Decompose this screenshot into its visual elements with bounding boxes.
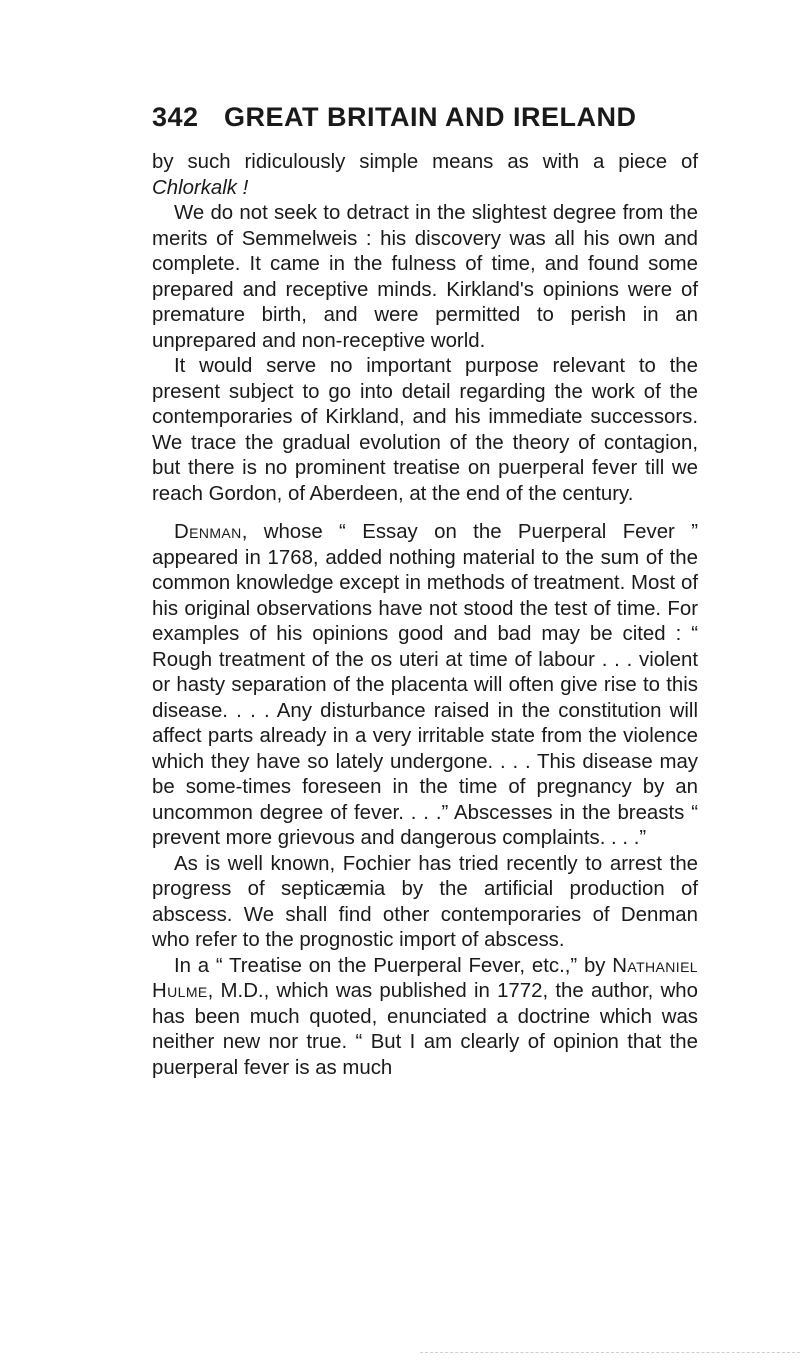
scan-edge-line — [420, 1352, 800, 1353]
paragraph-text: , M.D., which was published in 1772, the author, who has been much quoted, enunciated a doctrine which was neither new nor true. “ But I am clearly of opinion that the puerperal fever is as much — [152, 980, 698, 1079]
author-name: Denman — [174, 521, 242, 543]
paragraph — [152, 520, 698, 852]
paragraph-text: , whose “ Essay on the Puerperal Fever ” appeared in 1768, added nothing material to the sum of the common knowledge except in methods of treatment. Most of his original observations have not stood the test of time. For examples of his opinions good and bad may be cited : “ Rough treatment of the os uteri at time of labour . . . violent or hasty separation of the placenta will often give rise to this disease. . . . Any disturbance raised in the constitution will affect parts already in a very irritable state from the violence which they have so lately undergone. . . . This disease may be some-times foreseen in the time of pregnancy by an uncommon degree of fever. . . .” Abscesses in the breasts “ prevent more grievous and dangerous complaints. . . .” — [152, 521, 698, 849]
paragraph-continuation — [152, 150, 698, 201]
author-name: Nathaniel Hulme — [152, 954, 698, 1002]
paragraph: We do not seek to detract in the slightest degree from the merits of Semmelweis : his discovery was all his own and complete. It came in the fulness of time, and found some prepared and receptive minds. Kirkland's opinions were of premature birth, and were permitted to perish in an unprepared and non-receptive world. — [152, 202, 698, 352]
paragraph: As is well known, Fochier has tried recently to arrest the progress of septicæmia by the artificial production of abscess. We shall find other contemporaries of Denman who refer to the prognostic import of abscess. — [152, 852, 698, 951]
paragraph: It would serve no important purpose relevant to the present subject to go into detail regarding the work of the contemporaries of Kirkland, and his immediate successors. We trace the gradual evolution of the theory of contagion, but there is no prominent treatise on puerperal fever till we reach Gordon, of Aberdeen, at the end of the century. — [152, 355, 698, 505]
page-number: 342 — [152, 102, 199, 132]
italic-term: Chlorkalk ! — [152, 176, 249, 199]
body-text — [152, 150, 698, 1081]
paragraph-text: by such ridiculously simple means as with a piece of — [152, 151, 698, 173]
running-header — [152, 102, 636, 133]
running-title: GREAT BRITAIN AND IRELAND — [224, 102, 637, 132]
paragraph-text: In a “ Treatise on the Puerperal Fever, etc.,” by — [174, 954, 613, 977]
paragraph — [152, 954, 698, 1082]
